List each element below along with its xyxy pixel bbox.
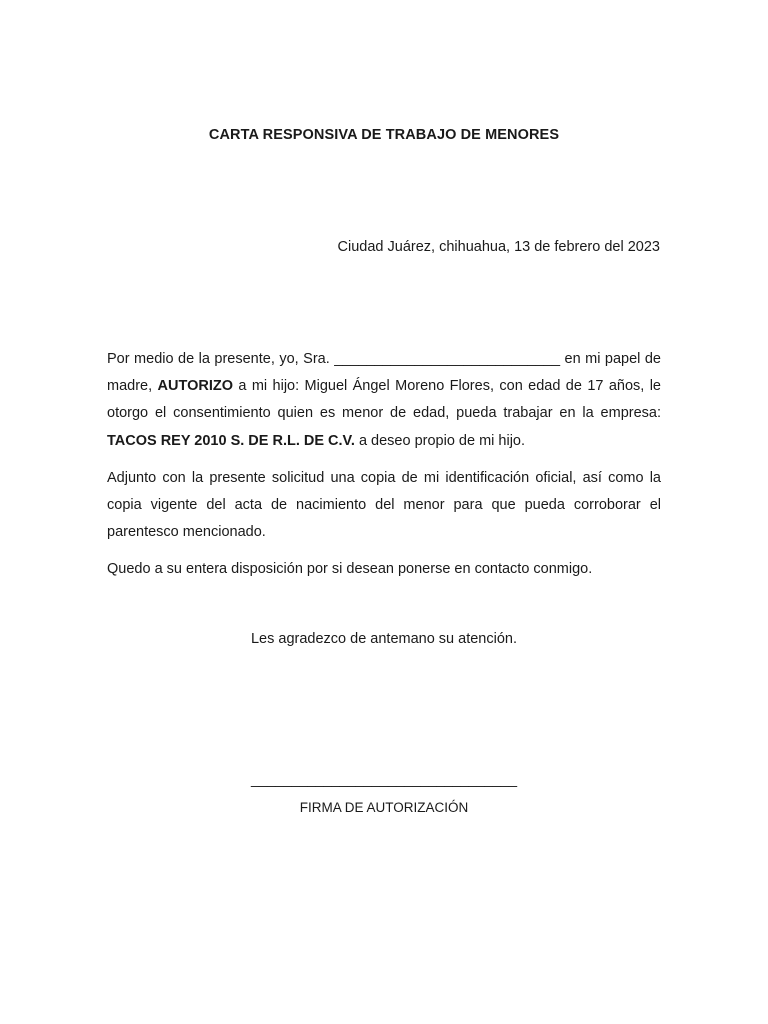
- letter-body: [107, 346, 661, 594]
- paragraph-1-text-c: a deseo propio de mi hijo.: [354, 432, 526, 449]
- paragraph-1-text-b: a mi hijo: Miguel Ángel Moreno Flores, con edad de 17 años, le otorgo el consentimiento quien es menor de edad, pueda trabajar en la empresa:: [107, 378, 661, 422]
- company-name: TACOS REY 2010 S. DE R.L. DE C.V.: [107, 432, 355, 449]
- document-title: CARTA RESPONSIVA DE TRABAJO DE MENORES: [208, 127, 560, 143]
- place-date: Ciudad Juárez, chihuahua, 13 de febrero del 2023: [337, 239, 660, 255]
- closing-line: Les agradezco de antemano su atención.: [250, 631, 518, 647]
- signature-line: _________________________________: [250, 772, 518, 788]
- paragraph-authorization: [107, 346, 661, 455]
- paragraph-contact: Quedo a su entera disposición por si desean ponerse en contacto conmigo.: [107, 561, 593, 578]
- authorization-keyword: AUTORIZO: [157, 378, 233, 395]
- paragraph-1-text-a: Por medio de la presente, yo, Sra. ____________________________ en mi papel de madre,: [107, 351, 661, 395]
- signature-label: FIRMA DE AUTORIZACIÓN: [299, 800, 469, 815]
- paragraph-attachments: Adjunto con la presente solicitud una copia de mi identificación oficial, así como la copia vigente del acta de nacimiento del menor para que pueda corroborar el parentesco mencionado.: [107, 469, 661, 541]
